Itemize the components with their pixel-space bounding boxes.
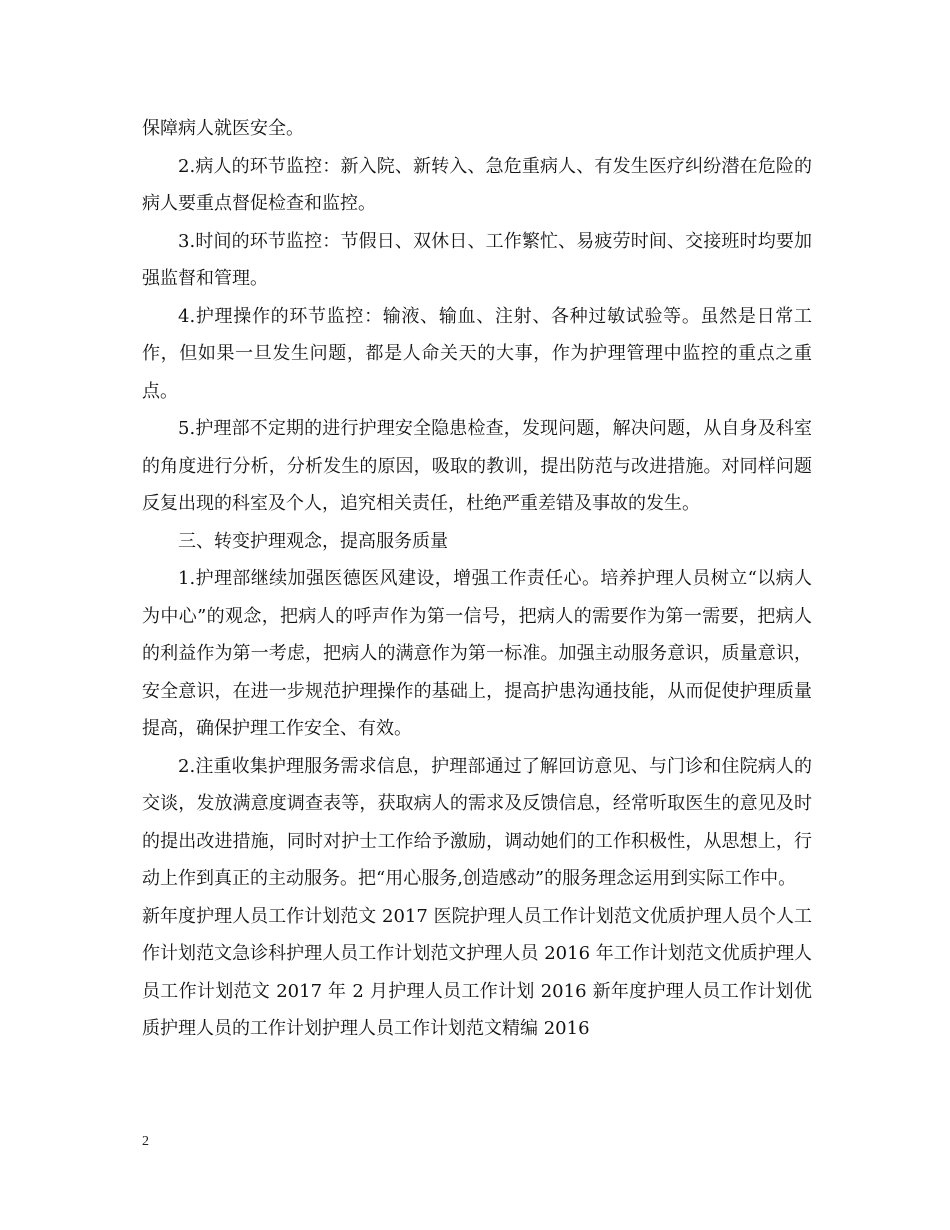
document-body: [142, 110, 812, 1048]
paragraph-service-concept: 1.护理部继续加强医德医风建设，增强工作责任心。培养护理人员树立“以病人为中心”的观念，把病人的呼声作为第一信号，把病人的需要作为第一需要，把病人的利益作为第一考虑，把病人的满意作为第一标准。加强主动服务意识，质量意识，安全意识，在进一步规范护理操作的基础上，提高护患沟通技能，从而促使护理质量提高，确保护理工作安全、有效。: [142, 568, 812, 739]
paragraph-time-monitoring: 3.时间的环节监控：节假日、双休日、工作繁忙、易疲劳时间、交接班时均要加强监督和管理。: [142, 230, 812, 289]
page-number: 2: [142, 1134, 149, 1149]
paragraph-feedback-collection: 2.注重收集护理服务需求信息，护理部通过了解回访意见、与门诊和住院病人的交谈，发放满意度调查表等，获取病人的需求及反馈信息，经常听取医生的意见及时的提出改进措施，同时对护士工作给予激励，调动她们的工作积极性，从思想上，行动上作到真正的主动服务。把“用心服务,创造感动”的服务理念运用到实际工作中。: [142, 755, 812, 889]
related-links: 新年度护理人员工作计划范文 2017 医院护理人员工作计划范文优质护理人员个人工作计划范文急诊科护理人员工作计划范文护理人员 2016 年工作计划范文优质护理人员工作计划范文 2017 年 2 月护理人员工作计划 2016 新年度护理人员工作计划优质护理人员的工作计划护理人员工作计划范文精编 2016: [142, 905, 812, 1039]
paragraph-safety-inspection: 5.护理部不定期的进行护理安全隐患检查，发现问题，解决问题，从自身及科室的角度进行分析，分析发生的原因，吸取的教训，提出防范与改进措施。对同样问题反复出现的科室及个人，追究相关责任，杜绝严重差错及事故的发生。: [142, 418, 812, 514]
paragraph-continuation: 保障病人就医安全。: [142, 118, 304, 139]
paragraph-patient-monitoring: 2.病人的环节监控：新入院、新转入、急危重病人、有发生医疗纠纷潜在危险的病人要重点督促检查和监控。: [142, 155, 812, 214]
paragraph-operation-monitoring: 4.护理操作的环节监控：输液、输血、注射、各种过敏试验等。虽然是日常工作，但如果一旦发生问题，都是人命关天的大事，作为护理管理中监控的重点之重点。: [142, 305, 812, 402]
section-heading: 三、转变护理观念，提高服务质量: [178, 530, 448, 552]
